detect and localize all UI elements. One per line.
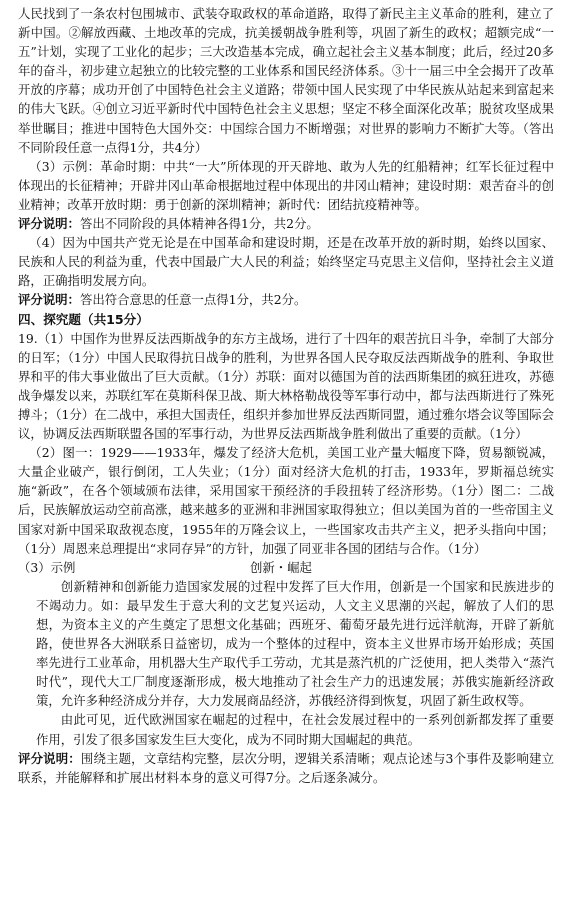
scoring-label: 评分说明：: [18, 292, 80, 308]
essay-paragraph: 创新精神和创新能力造国家发展的过程中发挥了巨大作用，创新是一个国家和民族进步的不竭动力。如：最早发生于意大利的文艺复兴运动，人文主义思潮的兴起，解放了人们的思想，为资本主义的产生奠定了思想文化基础；西班牙、葡萄牙最先进行远洋航海，开辟了新航路，使世界各大洲联系日益密切，成为一个整体的过程中，资本主义世界市场开始形成；英国率先进行工业革命，用机器大生产取代手工劳动，尤其是蒸汽机的广泛使用，把人类带入“蒸汽时代”，现代大工厂制度逐渐形成，极大地推动了社会生产力的迅速发展；苏俄实施新经济政策，允许多种经济成分并存，大力发展商品经济，苏俄经济得到恢复，巩固了新生政权等。: [36, 578, 554, 709]
q19-part3-header: [18, 558, 554, 577]
q19-part1-answer: 19.（1）中国作为世界反法西斯战争的东方主战场，进行了十四年的艰苦抗日斗争，牵制了大部分的日军；（1分）中国人民取得抗日战争的胜利，为世界各国人民夺取反法西斯战争的胜利、争取世界和平的伟大事业做出了巨大贡献。（1分）苏联：面对以德国为首的法西斯集团的疯狂进攻，苏德战争爆发以来，苏联红军在莫斯科保卫战、斯大林格勒战役等军事行动中，都与法西斯进行了殊死搏斗；（1分）在二战中，承担大国责任，组织并参加世界反法西斯同盟，通过雅尔塔会议等国际会议，协调反法西斯联盟各国的军事行动，为世界反法西斯战争胜利做出了重要的贡献。（1分）: [18, 330, 554, 442]
q19-part2-answer: （2）图一：1929——1933年，爆发了经济大危机，美国工业产量大幅度下降，贸易额锐减，大量企业破产，银行倒闭，工人失业；（1分）面对经济大危机的打击，1933年，罗斯福总统实施“新政”，在各个领域颁布法律，采用国家干预经济的手段扭转了经济形势。（1分）图二：二战后，民族解放运动空前高涨，越来越多的亚洲和非洲国家取得独立；但以美国为首的一些帝国主义国家对新中国采取敌视态度，1955年的万隆会议上，一些国家攻击共产主义，把矛头指向中国；（1分）周恩来总理提出“求同存异”的方针，加强了同亚非各国的团结与合作。（1分）: [18, 445, 554, 556]
q2-continuation: 人民找到了一条农村包围城市、武装夺取政权的革命道路，取得了新民主主义革命的胜利，建立了新中国。②解放西藏、土地改革的完成，抗美援朝战争胜利等，巩固了新生的政权；超额完成“一五”计划，实现了工业化的起步；三大改造基本完成，确立起社会主义基本制度；此后，经过20多年的奋斗，初步建立起独立的比较完整的工业体系和国民经济体系。③十一届三中全会揭开了改革开放的序幕；成功开创了中国特色社会主义道路；带领中国人民实现了中华民族从站起来到富起来的伟大飞跃。④创立习近平新时代中国特色社会主义思想；坚定不移全面深化改革；脱贫攻坚成果举世瞩目；推进中国特色大国外交：中国综合国力不断增强；对世界的影响力不断扩大等。（答出不同阶段任意一点得1分，共4分）: [18, 6, 554, 155]
q3-scoring-note: [18, 214, 554, 233]
final-scoring-note: [18, 749, 554, 787]
section-heading: 四、探究题（共15分）: [18, 311, 149, 327]
essay-title: 创新・崛起: [250, 559, 312, 575]
scoring-text: 围绕主题，文章结构完整，层次分明，逻辑关系清晰；观点论述与3个事件及影响建立联系，并能解释和扩展出材料本身的意义可得7分。之后逐条减分。: [18, 750, 554, 785]
scoring-text: 答出不同阶段的具体精神各得1分，共2分。: [79, 216, 319, 232]
q4-answer: （4）因为中国共产党无论是在中国革命和建设时期，还是在改革开放的新时期，始终以国家、民族和人民的利益为重，代表中国最广大人民的利益；始终坚定马克思主义信仰，坚持社会主义道路，正确指明发展方向。: [18, 235, 554, 289]
q4-scoring-note: [18, 290, 554, 309]
essay-body: [18, 577, 554, 749]
q3-answer: （3）示例：革命时期：中共“一大”所体现的开天辟地、敢为人先的红船精神；红军长征过程中体现出的长征精神；开辟井冈山革命根据地过程中体现出的井冈山精神；建设时期：艰苦奋斗的创业精神；改革开放时期：勇于创新的深圳精神；新时代：团结抗疫精神等。: [18, 158, 554, 212]
q19-part3-label: （3）示例: [18, 559, 76, 575]
scoring-text: 答出符合意思的任意一点得1分，共2分。: [79, 292, 307, 308]
scoring-label: 评分说明：: [18, 750, 81, 766]
scoring-label: 评分说明：: [18, 216, 80, 232]
essay-paragraph: 由此可见，近代欧洲国家在崛起的过程中，在社会发展过程中的一系列创新都发挥了重要作用，引发了很多国家发生巨大变化，成为不同时期大国崛起的典范。: [36, 712, 554, 747]
